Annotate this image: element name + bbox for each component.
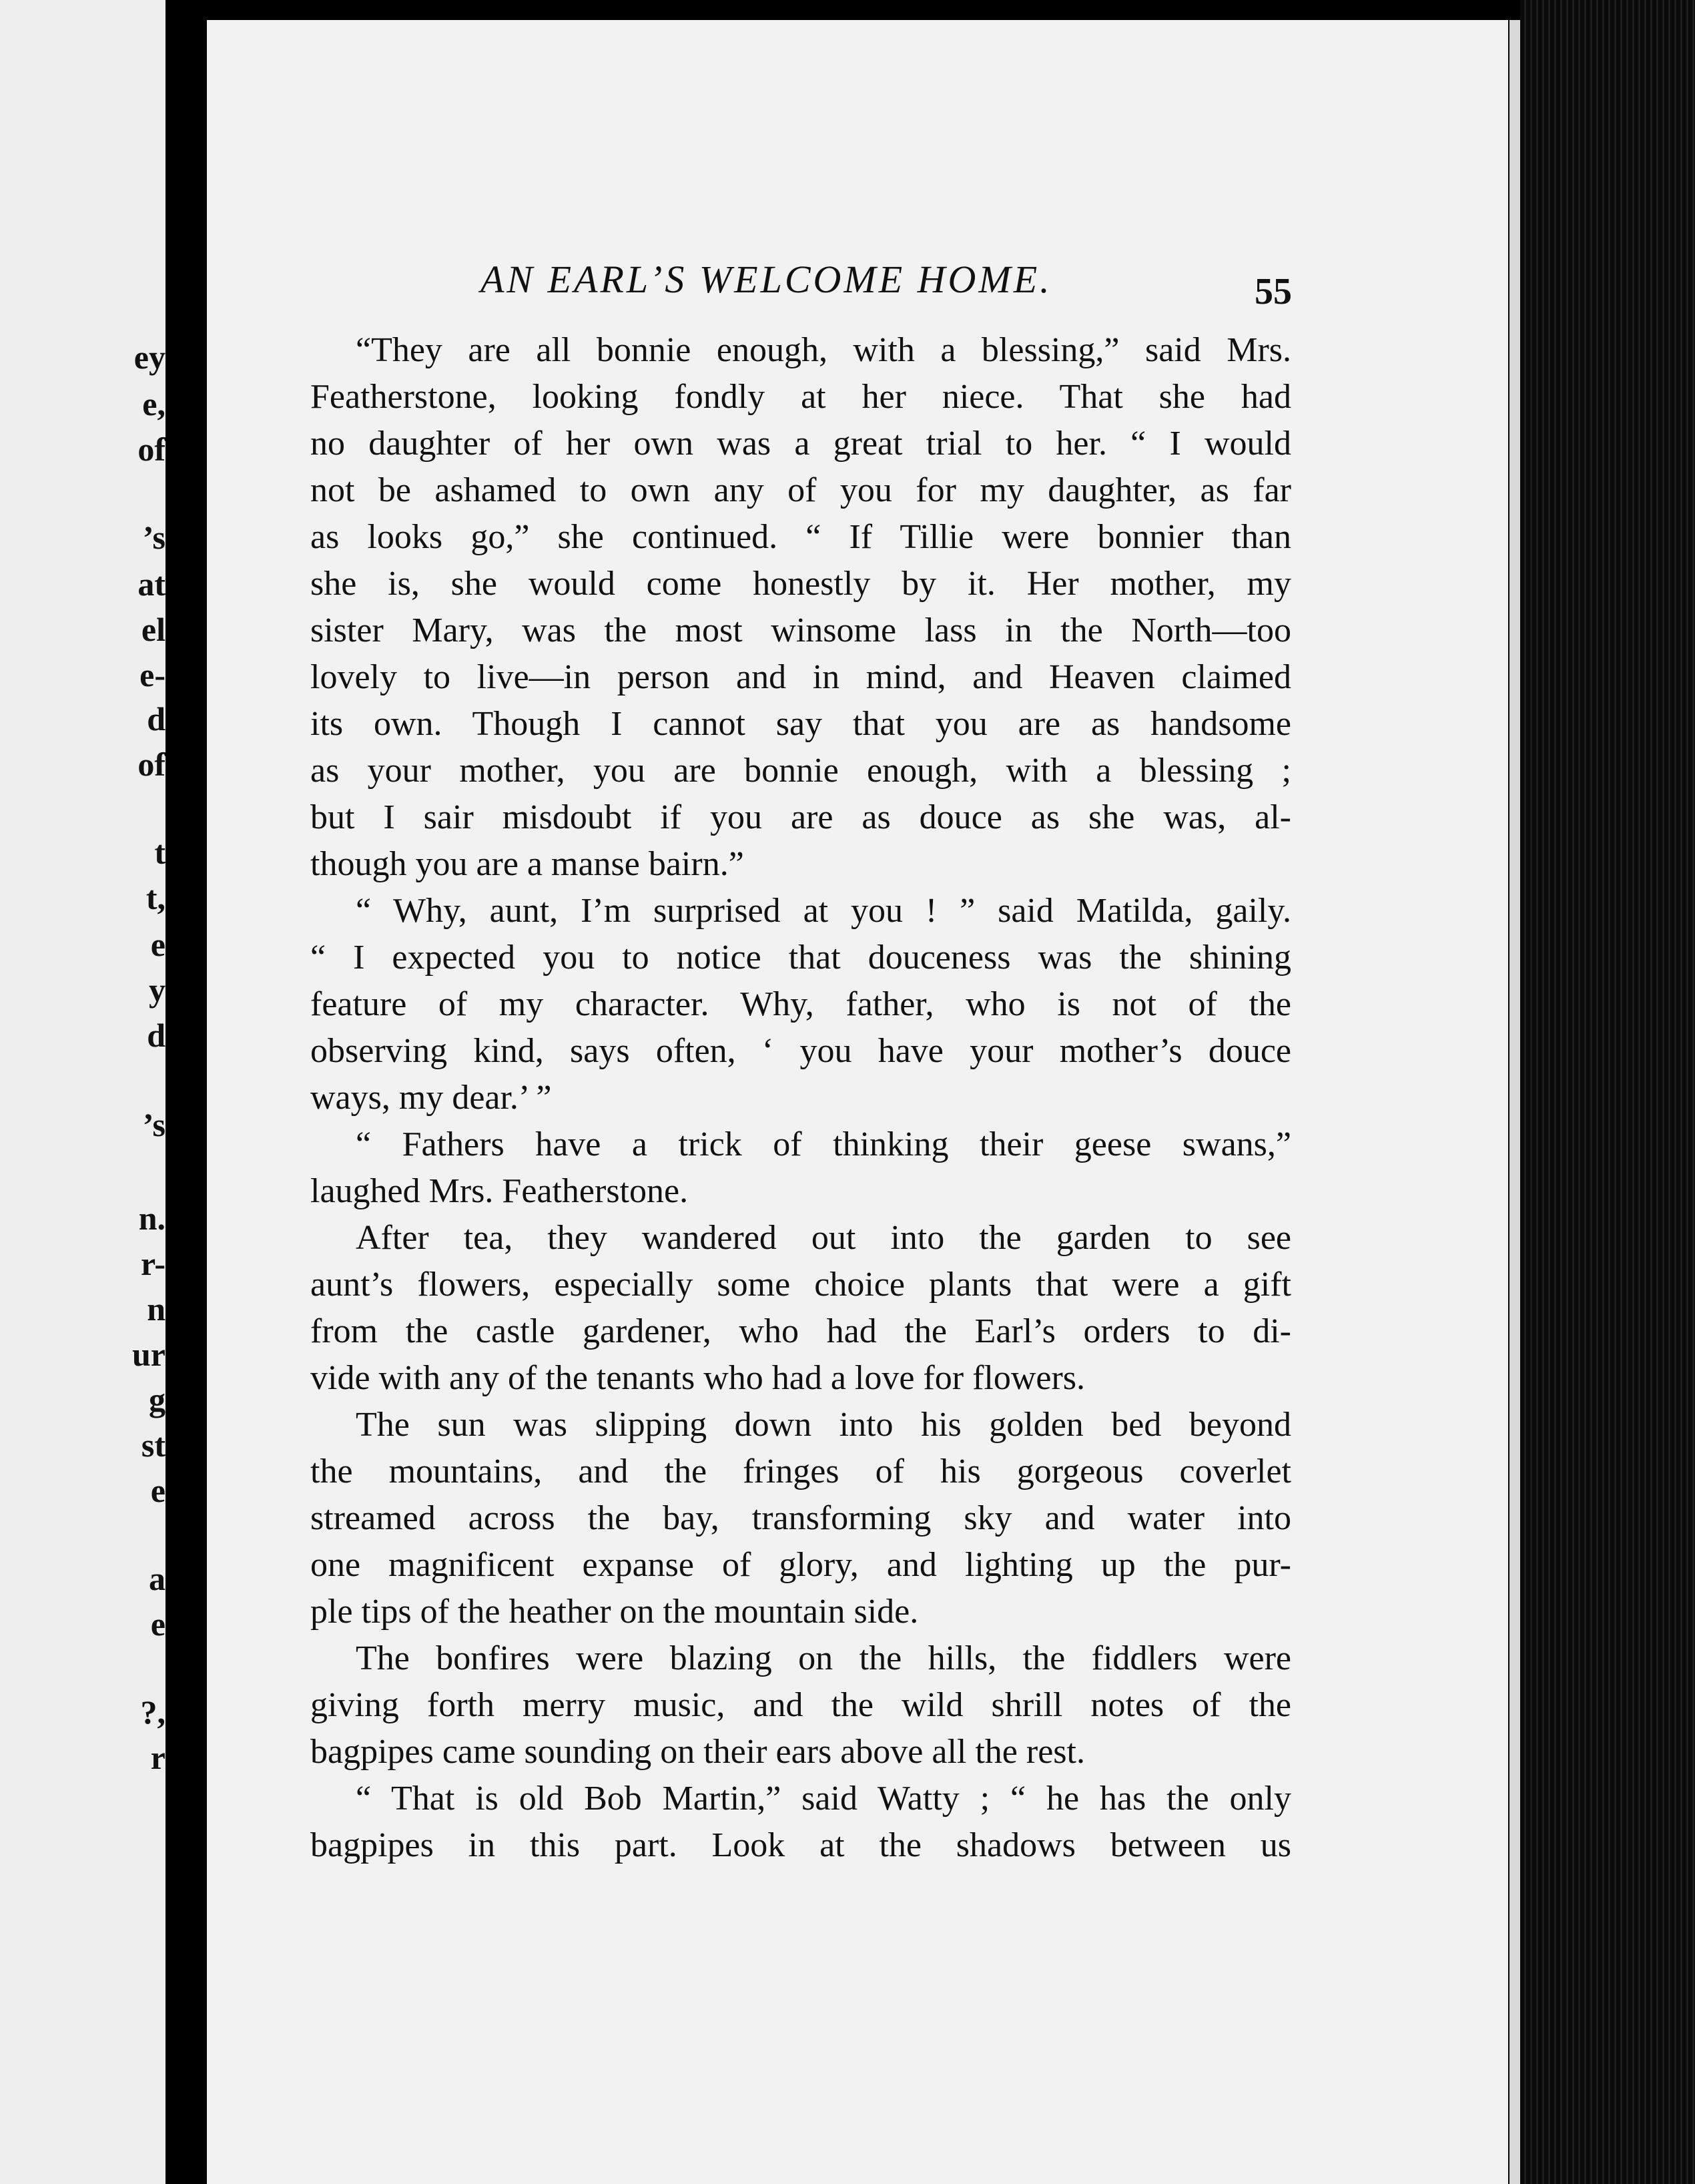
text-line: the mountains, and the fringes of his gorgeous coverlet <box>310 1452 1291 1490</box>
previous-page-fragment: of <box>137 746 165 783</box>
text-line: “ That is old Bob Martin,” said Watty ; “ he has the only <box>356 1780 1291 1818</box>
text-line: After tea, they wandered out into the garden to see <box>356 1219 1291 1257</box>
previous-page-fragment: ’s <box>142 519 165 556</box>
book-fore-edge <box>1520 0 1695 2184</box>
text-line: lovely to live—in person and in mind, and Heaven claimed <box>310 658 1291 696</box>
text-line: one magnificent expanse of glory, and lighting up the pur- <box>310 1546 1291 1584</box>
text-line: not be ashamed to own any of you for my daughter, as far <box>310 471 1291 509</box>
page-edge <box>1509 20 1520 2184</box>
text-line: sister Mary, was the most winsome lass in the North—too <box>310 611 1291 649</box>
text-line: streamed across the bay, transforming sky and water into <box>310 1499 1291 1537</box>
previous-page-fragment: y <box>149 971 165 1009</box>
text-line: she is, she would come honestly by it. Her mother, my <box>310 565 1291 603</box>
previous-page-fragment: e, <box>142 385 165 423</box>
previous-page-fragment: of <box>137 431 165 468</box>
text-line: from the castle gardener, who had the Earl’s orders to di- <box>310 1312 1291 1350</box>
previous-page-fragment: r- <box>141 1245 165 1282</box>
text-line: The bonfires were blazing on the hills, the fiddlers were <box>356 1639 1291 1677</box>
book-gutter <box>165 0 207 2184</box>
previous-page-fragment: ’s <box>142 1106 165 1143</box>
previous-page-fragment: a <box>149 1560 165 1597</box>
page-number: 55 <box>1255 271 1292 312</box>
running-title: AN EARL’S WELCOME HOME. <box>480 258 1052 301</box>
text-line: ple tips of the heather on the mountain side. <box>310 1593 919 1631</box>
text-line: bagpipes came sounding on their ears above all the rest. <box>310 1733 1085 1771</box>
previous-page-fragment: el <box>141 611 165 648</box>
previous-page-fragment: ey <box>133 338 165 376</box>
previous-page-fragment: e <box>150 926 165 963</box>
previous-page-fragment: d <box>147 1017 165 1054</box>
text-line: ways, my dear.’ ” <box>310 1079 552 1117</box>
text-line: “ Why, aunt, I’m surprised at you ! ” said Matilda, gaily. <box>356 892 1291 930</box>
text-line: Featherstone, looking fondly at her niece. That she had <box>310 378 1291 416</box>
text-line: its own. Though I cannot say that you are as handsome <box>310 705 1291 743</box>
text-line: bagpipes in this part. Look at the shadows between us <box>310 1826 1291 1864</box>
text-line: feature of my character. Why, father, who is not of the <box>310 985 1291 1023</box>
text-line: giving forth merry music, and the wild shrill notes of the <box>310 1686 1291 1724</box>
previous-page-fragment: t, <box>145 879 165 916</box>
previous-page-fragment: e <box>150 1472 165 1509</box>
previous-page-fragment: st <box>141 1426 165 1464</box>
previous-page-fragment: n. <box>138 1199 165 1237</box>
text-line: “ I expected you to notice that douceness was the shining <box>310 938 1291 977</box>
previous-page-fragment: n <box>147 1290 165 1328</box>
previous-page-fragment: e <box>150 1605 165 1643</box>
text-line: “ Fathers have a trick of thinking their geese swans,” <box>356 1125 1291 1163</box>
text-line: vide with any of the tenants who had a love for flowers. <box>310 1359 1086 1397</box>
previous-page-edge <box>0 0 165 2184</box>
body-text <box>310 327 1291 1869</box>
text-line: The sun was slipping down into his golden bed beyond <box>356 1406 1291 1444</box>
text-line: laughed Mrs. Featherstone. <box>310 1172 689 1210</box>
text-line: observing kind, says often, ‘ you have your mother’s douce <box>310 1032 1291 1070</box>
previous-page-fragment: d <box>147 700 165 738</box>
text-line: as looks go,” she continued. “ If Tillie were bonnier than <box>310 518 1291 556</box>
previous-page-fragment: ur <box>132 1336 165 1373</box>
previous-page-fragment: e- <box>139 656 165 694</box>
previous-page-fragment: r <box>150 1739 165 1776</box>
text-line: no daughter of her own was a great trial to her. “ I would <box>310 425 1291 463</box>
text-line: though you are a manse bairn.” <box>310 845 744 883</box>
previous-page-fragment: g <box>149 1381 165 1418</box>
previous-page-fragment: t <box>154 834 165 871</box>
text-line: “They are all bonnie enough, with a blessing,” said Mrs. <box>356 331 1291 369</box>
text-line: aunt’s flowers, especially some choice plants that were a gift <box>310 1266 1291 1304</box>
text-line: as your mother, you are bonnie enough, with a blessing ; <box>310 752 1291 790</box>
previous-page-fragment: ?, <box>140 1693 165 1731</box>
text-line: but I sair misdoubt if you are as douce as she was, al- <box>310 798 1291 836</box>
previous-page-fragment: at <box>137 565 165 603</box>
